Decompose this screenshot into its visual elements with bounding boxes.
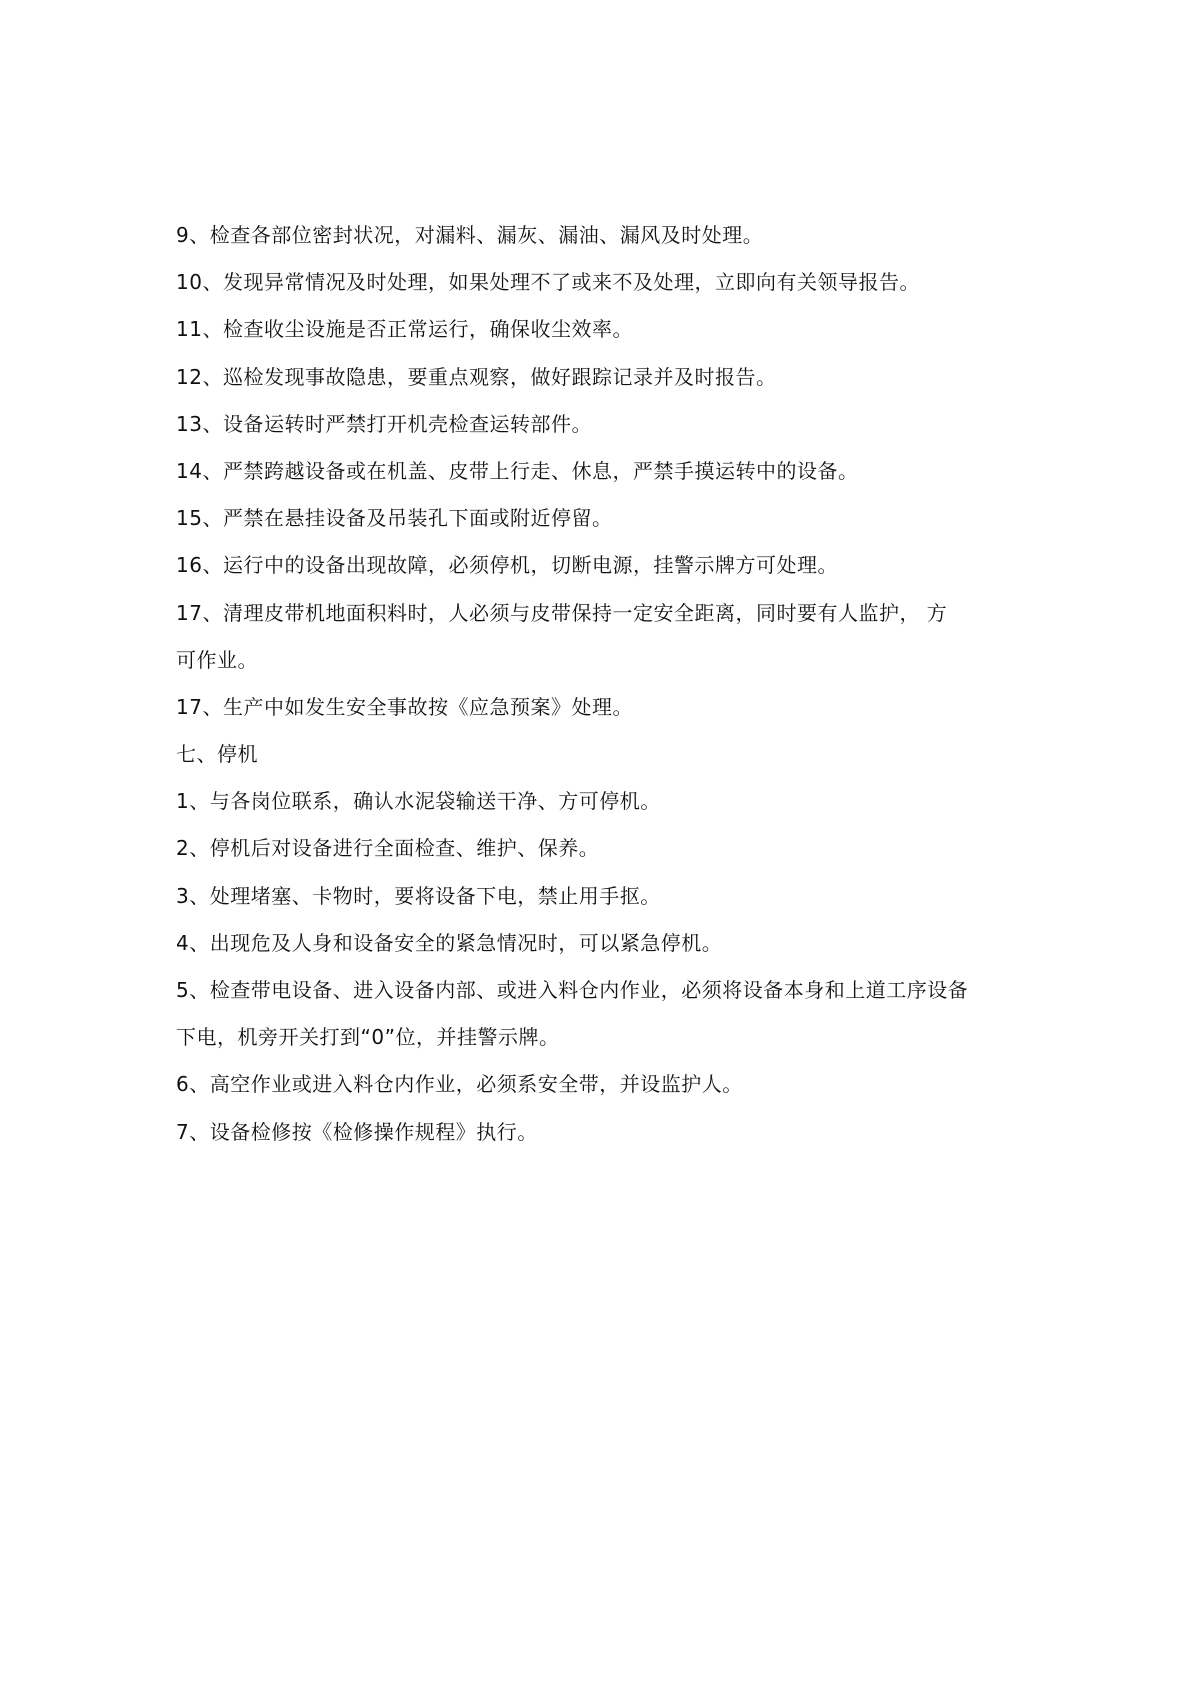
text-line: 6、高空作业或进入料仓内作业，必须系安全带，并设监护人。 (176, 1072, 743, 1097)
text-line: 16、运行中的设备出现故障，必须停机，切断电源，挂警示牌方可处理。 (176, 553, 838, 578)
text-line-continuation: 可作业。 (176, 647, 258, 672)
text-line: 17、清理皮带机地面积料时，人必须与皮带保持一定安全距离，同时要有人监护， 方 (176, 600, 948, 625)
document-body (176, 212, 1026, 1156)
text-line: 12、巡检发现事故隐患，要重点观察，做好跟踪记录并及时报告。 (176, 364, 777, 389)
text-line: 1、与各岗位联系，确认水泥袋输送干净、方可停机。 (176, 789, 661, 814)
text-line-continuation: 下电，机旁开关打到“0”位，并挂警示牌。 (176, 1025, 560, 1050)
text-line: 4、出现危及人身和设备安全的紧急情况时，可以紧急停机。 (176, 930, 723, 955)
text-line: 7、设备检修按《检修操作规程》执行。 (176, 1119, 538, 1144)
text-line: 17、生产中如发生安全事故按《应急预案》处理。 (176, 694, 633, 719)
section-heading: 七、停机 (176, 742, 258, 767)
text-line: 9、检查各部位密封状况，对漏料、漏灰、漏油、漏风及时处理。 (176, 223, 764, 247)
text-line: 2、停机后对设备进行全面检查、维护、保养。 (176, 836, 600, 861)
text-line: 3、处理堵塞、卡物时，要将设备下电，禁止用手抠。 (176, 883, 661, 908)
text-line: 10、发现异常情况及时处理，如果处理不了或来不及处理，立即向有关领导报告。 (176, 270, 920, 295)
text-line: 11、检查收尘设施是否正常运行，确保收尘效率。 (176, 317, 633, 342)
text-line: 13、设备运转时严禁打开机壳检查运转部件。 (176, 411, 592, 436)
text-line: 14、严禁跨越设备或在机盖、皮带上行走、休息，严禁手摸运转中的设备。 (176, 458, 859, 483)
text-line: 5、检查带电设备、进入设备内部、或进入料仓内作业，必须将设备本身和上道工序设备 (176, 978, 969, 1002)
text-line: 15、严禁在悬挂设备及吊装孔下面或附近停留。 (176, 506, 613, 531)
